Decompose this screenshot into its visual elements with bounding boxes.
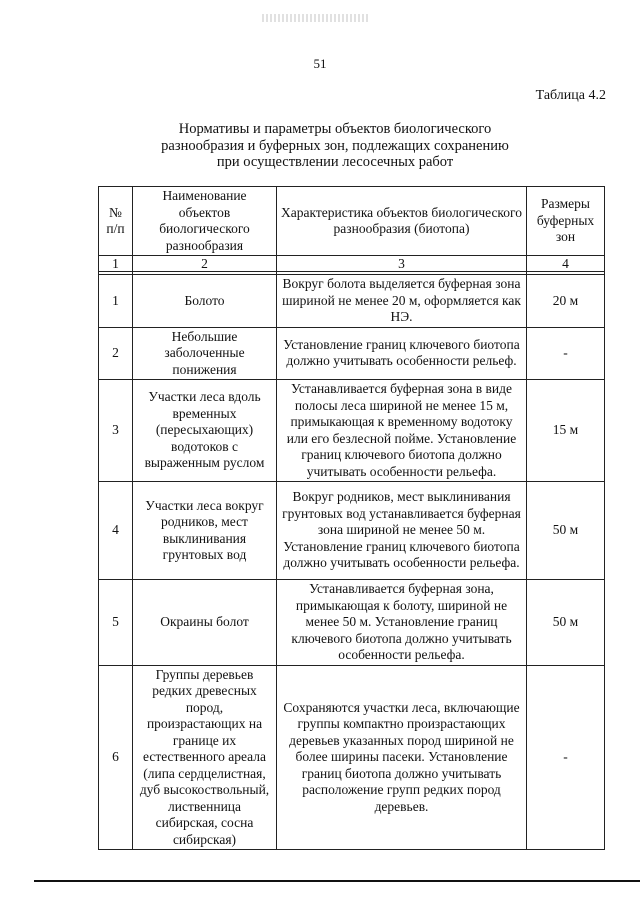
row-description: Устанавливается буферная зона в виде полосы леса шириной не менее 15 м, примыкающая к временному водотоку или его безлесной пойме. Установление границ ключевого биотопа должно учитывать особенности рельефа. — [277, 380, 527, 482]
table-row — [99, 665, 605, 850]
title-line: разнообразия и буферных зон, подлежащих сохранению — [161, 137, 509, 154]
table-row — [99, 580, 605, 666]
row-description: Вокруг родников, мест выклинивания грунтовых вод устанавливается буферная зона шириной не менее 50 м. Установление границ ключевого биотопа должно учитывать особенности рельефа. — [277, 482, 527, 580]
title-line: при осуществлении лесосечных работ — [216, 154, 454, 170]
table-row — [99, 482, 605, 580]
scan-smudge — [262, 14, 370, 22]
table-label: Таблица 4.2 — [535, 88, 606, 103]
column-number: 1 — [99, 256, 133, 272]
row-buffer: 15 м — [527, 380, 605, 482]
bottom-divider — [34, 880, 640, 882]
row-description: Устанавливается буферная зона, примыкающая к болоту, шириной не менее 50 м. Установление границ ключевого биотопа должно учитывать особенности рельефа. — [277, 580, 527, 666]
row-number: 2 — [99, 327, 133, 380]
row-description: Установление границ ключевого биотопа должно учитывать особенности рельеф. — [277, 327, 527, 380]
row-name: Окраины болот — [133, 580, 277, 666]
row-buffer: 20 м — [527, 275, 605, 328]
row-buffer: 50 м — [527, 580, 605, 666]
header-number: № п/п — [99, 187, 133, 256]
column-number-row — [99, 256, 605, 272]
row-number: 6 — [99, 665, 133, 850]
row-description: Сохраняются участки леса, включающие группы компактно произрастающих деревьев указанных пород шириной не более ширины пасеки. Установление границ биотопа должно учитывать расположение групп редких пород деревьев. — [277, 665, 527, 850]
row-number: 3 — [99, 380, 133, 482]
row-number: 1 — [99, 275, 133, 328]
row-description: Вокруг болота выделяется буферная зона шириной не менее 20 м, оформляется как НЭ. — [277, 275, 527, 328]
header-name: Наименование объектов биологического разнообразия — [133, 187, 277, 256]
table-header-row — [99, 187, 605, 256]
row-name: Группы деревьев редких древесных пород, произрастающих на границе их естественного ареала (липа сердцелистная, дуб высокоствольный, лиственница сибирская, сосна сибирская) — [133, 665, 277, 850]
document-title — [150, 121, 520, 171]
row-buffer: 50 м — [527, 482, 605, 580]
row-buffer: - — [527, 665, 605, 850]
column-number: 3 — [277, 256, 527, 272]
row-name: Болото — [133, 275, 277, 328]
table-row — [99, 275, 605, 328]
row-buffer: - — [527, 327, 605, 380]
header-description: Характеристика объектов биологического разнообразия (биотопа) — [277, 187, 527, 256]
row-number: 5 — [99, 580, 133, 666]
row-name: Участки леса вокруг родников, мест выклинивания грунтовых вод — [133, 482, 277, 580]
table-row — [99, 380, 605, 482]
row-number: 4 — [99, 482, 133, 580]
table-row — [99, 327, 605, 380]
title-line: Нормативы и параметры объектов биологического — [178, 121, 492, 137]
row-name: Участки леса вдоль временных (пересыхающих) водотоков с выраженным руслом — [133, 380, 277, 482]
column-number: 2 — [133, 256, 277, 272]
page-number: 51 — [313, 56, 327, 71]
row-name: Небольшие заболоченные понижения — [133, 327, 277, 380]
column-number: 4 — [527, 256, 605, 272]
biotope-table — [98, 186, 605, 850]
header-buffer: Размеры буферных зон — [527, 187, 605, 256]
